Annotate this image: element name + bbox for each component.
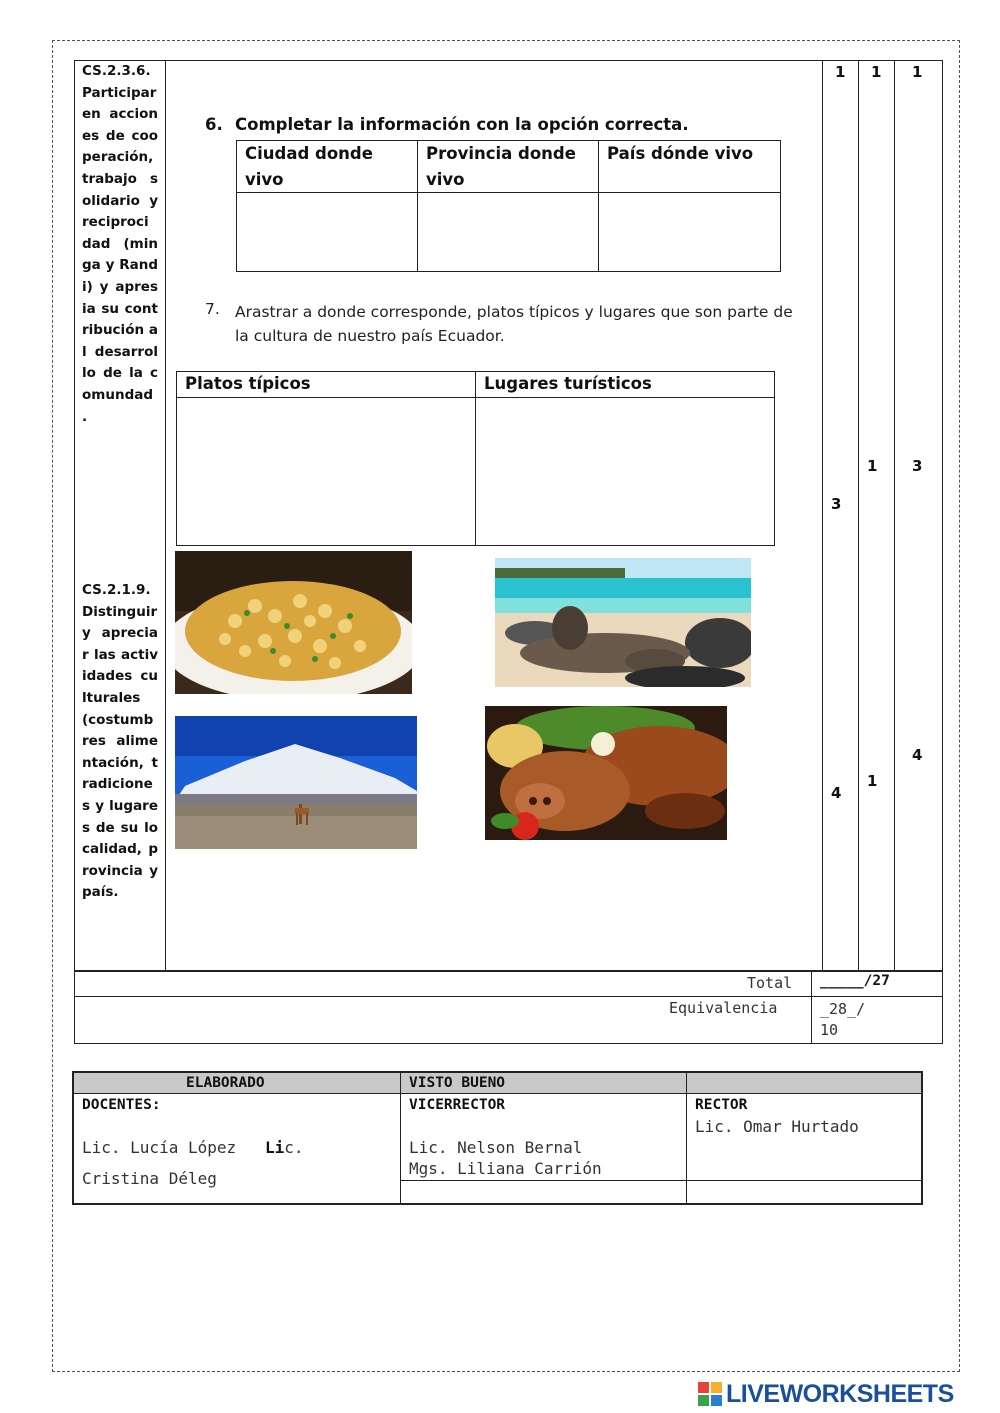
score-r3-c2: 1 [867,772,878,790]
liveworksheets-logo-text: LIVEWORKSHEETS [726,1380,954,1408]
food-plate-image[interactable] [175,551,412,694]
score-r1-c3: 1 [912,63,923,81]
header-ciudad: Ciudad donde vivo [245,144,373,189]
score-r2-c2: 1 [867,457,878,475]
roasted-pig-image[interactable] [485,706,727,840]
sea-lions-beach-image[interactable] [495,558,751,687]
score-r1-c1: 1 [835,63,846,81]
chimborazo-volcano-image[interactable] [175,716,417,849]
equivalencia-label: Equivalencia [669,999,778,1017]
vicerrector-title: VICERRECTOR [409,1097,506,1113]
score-r2-c3: 3 [912,457,923,475]
platos-dropzone[interactable] [177,398,475,545]
header-lugares: Lugares turísticos [484,374,652,393]
question-6-number: 6. [205,115,223,134]
question-7-text: Arastrar a donde corresponde, platos típicos y lugares que son parte de la cultura de nuestro país Ecuador. [235,303,793,345]
total-label: Total [747,974,793,992]
docente-name-1-text: Lic. Lucía López [82,1138,237,1157]
rector-name: Lic. Omar Hurtado [695,1117,859,1136]
equivalencia-value: _28_/ 10 [820,1000,866,1039]
score-r1-c2: 1 [871,63,882,81]
score-r3-c3: 4 [912,746,923,764]
question-6-text: Completar la información con la opción correcta. [235,115,689,134]
skill-text-2: CS.2.1.9. Distinguir y apreciar las actividades culturales (costumbres alimentación, tradiciones y lugares de su localidad, provincia y país. [82,582,158,901]
header-pais: País dónde vivo [607,144,754,163]
answer-ciudad-dropzone[interactable] [237,193,417,271]
skill-text-1: CS.2.3.6. Participar en acciones de cooperación, trabajo solidario y reciprocidad (minga y Randi) y apresia su contribución al desarrollo de la comundad . [82,63,158,425]
liveworksheets-logo [698,1380,993,1408]
header-platos: Platos típicos [185,374,311,393]
docente-name-1 [82,1138,304,1157]
score-r3-c1: 4 [831,784,842,802]
total-value: _____/27 [820,973,890,989]
rector-title: RECTOR [695,1097,748,1113]
visto-bueno-header: VISTO BUENO [409,1075,506,1091]
answer-pais-dropzone[interactable] [599,193,780,271]
header-provincia: Provincia donde vivo [426,144,576,189]
question-7-number: 7. [205,300,220,318]
docente-name-2: Cristina Déleg [82,1169,217,1188]
docente-name-2-bold: Li [265,1138,285,1157]
docentes-title: DOCENTES: [82,1097,161,1113]
score-r2-c1: 3 [831,495,842,513]
elaborado-header: ELABORADO [186,1075,265,1091]
answer-provincia-dropzone[interactable] [418,193,598,271]
vicerrector-name-1: Lic. Nelson Bernal [409,1138,583,1157]
liveworksheets-logo-icon [698,1382,722,1406]
docente-name-2-rest: c. [284,1138,304,1157]
vicerrector-name-2: Mgs. Liliana Carrión [409,1159,602,1178]
lugares-dropzone[interactable] [476,398,774,545]
